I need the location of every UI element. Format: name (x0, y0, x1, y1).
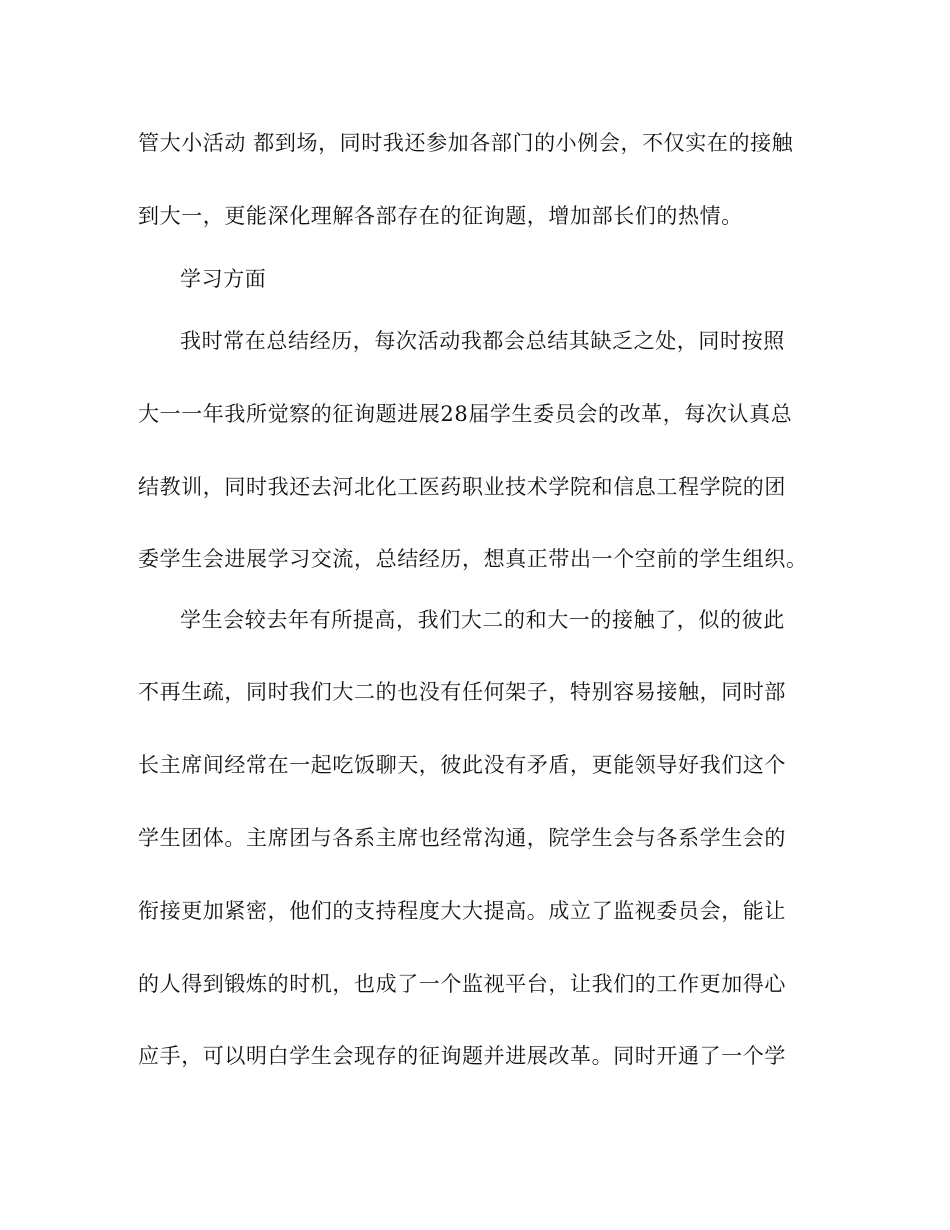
paragraph-line: 管大小活动 都到场，同时我还参加各部门的小例会，不仅实在的接触 (138, 131, 794, 155)
paragraph-line: 到大一，更能深化理解各部存在的征询题，增加部长们的热情。 (138, 204, 743, 228)
paragraph-line: 长主席间经常在一起吃饭聊天，彼此没有矛盾，更能领导好我们这个 (138, 753, 786, 777)
paragraph-line: 结教训，同时我还去河北化工医药职业技术学院和信息工程学院的团 (138, 475, 786, 499)
paragraph-line: 的人得到锻炼的时机，也成了一个监视平台，让我们的工作更加得心 (138, 972, 786, 996)
paragraph-line: 我时常在总结经历，每次活动我都会总结其缺乏之处，同时按照 (180, 329, 785, 353)
paragraph-line: 学生团体。主席团与各系主席也经常沟通，院学生会与各系学生会的 (138, 826, 786, 850)
paragraph-line: 衔接更加紧密，他们的支持程度大大提高。成立了监视委员会，能让 (138, 899, 786, 923)
paragraph-line: 学生会较去年有所提高，我们大二的和大一的接触了，似的彼此 (180, 608, 785, 632)
section-heading: 学习方面 (180, 267, 267, 291)
paragraph-line: 大一一年我所觉察的征询题进展28届学生委员会的改革，每次认真总 (138, 402, 793, 426)
paragraph-line: 不再生疏，同时我们大二的也没有任何架子，特别容易接触，同时部 (138, 680, 786, 704)
paragraph-line: 应手，可以明白学生会现存的征询题并进展改革。同时开通了一个学 (138, 1044, 786, 1068)
paragraph-line: 委学生会进展学习交流，总结经历，想真正带出一个空前的学生组织。 (138, 547, 808, 571)
